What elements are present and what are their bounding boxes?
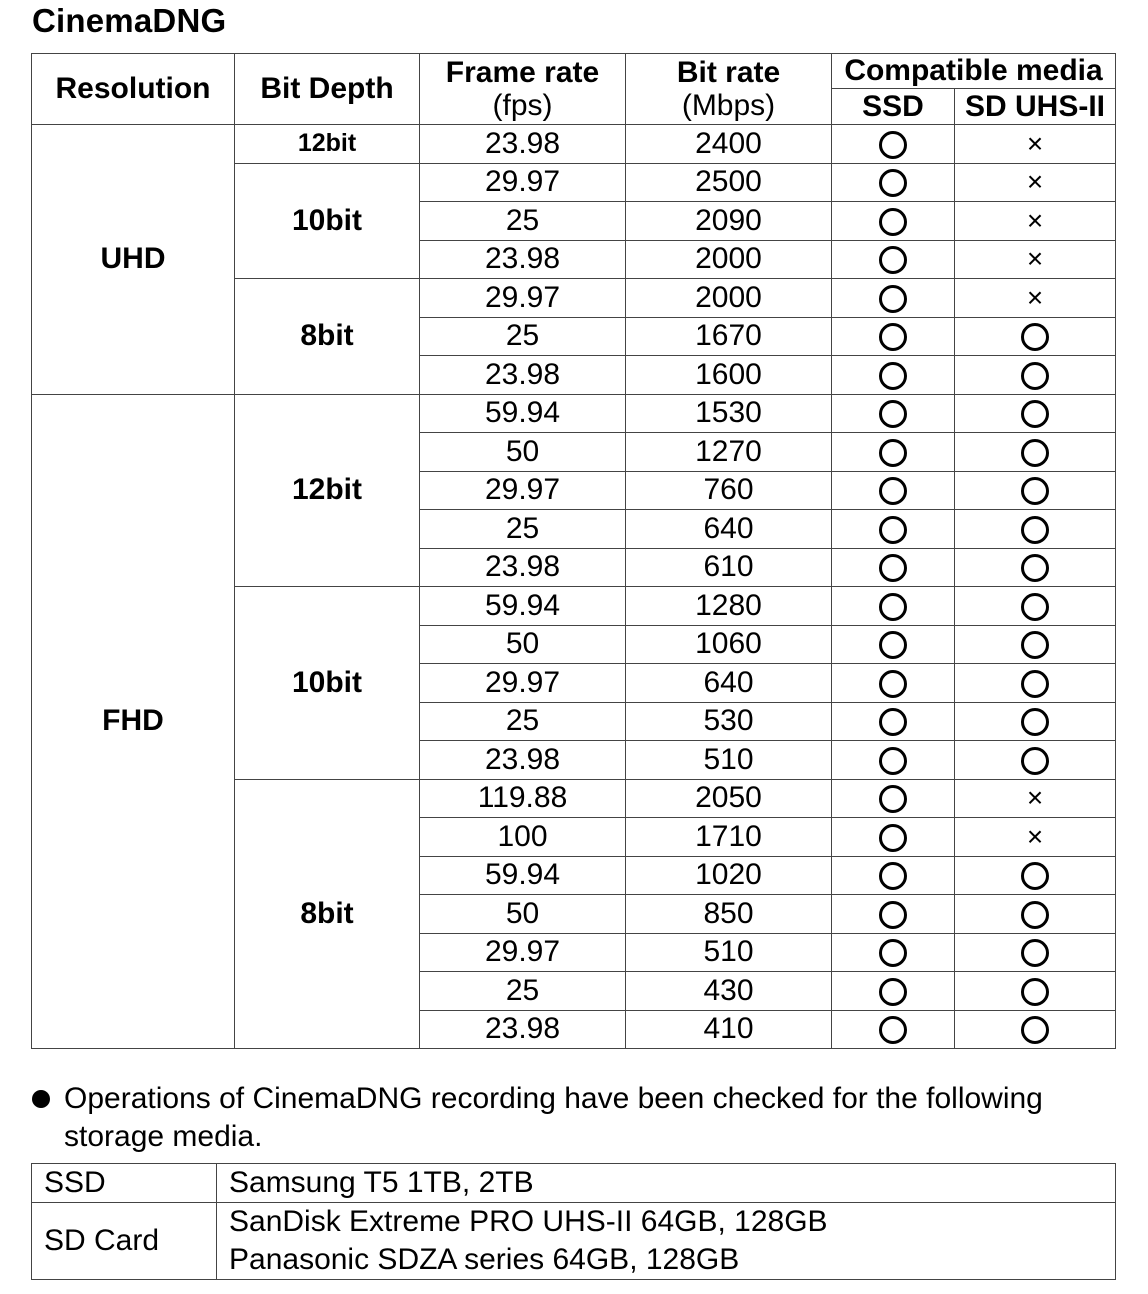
ssd-compat-cell [832, 163, 955, 202]
circle-mark-icon [879, 862, 907, 890]
media-row [32, 1203, 1116, 1280]
circle-mark-icon [1021, 631, 1049, 659]
frame-rate-cell: 50 [420, 895, 626, 934]
circle-mark-icon [1021, 593, 1049, 621]
storage-note-text: Operations of CinemaDNG recording have been checked for the following storage media. [64, 1082, 1043, 1153]
bit-depth-cell: 10bit [235, 163, 420, 279]
ssd-compat-cell [832, 856, 955, 895]
frame-rate-cell: 29.97 [420, 664, 626, 703]
circle-mark-icon [1021, 477, 1049, 505]
media-type-cell: SSD [32, 1164, 217, 1203]
circle-mark-icon [1021, 978, 1049, 1006]
frame-rate-cell: 59.94 [420, 856, 626, 895]
bit-rate-cell: 1060 [626, 625, 832, 664]
media-type-cell: SD Card [32, 1203, 217, 1280]
circle-mark-icon [1021, 439, 1049, 467]
header-frame-rate-label: Frame rate [445, 55, 600, 89]
bit-rate-cell: 1280 [626, 587, 832, 626]
cross-mark-icon: × [1026, 166, 1044, 198]
circle-mark-icon [879, 208, 907, 236]
sd-compat-cell [955, 548, 1116, 587]
sd-compat-cell [955, 202, 1116, 241]
ssd-compat-cell [832, 625, 955, 664]
bit-rate-cell: 410 [626, 1010, 832, 1049]
bit-rate-cell: 2090 [626, 202, 832, 241]
circle-mark-icon [1021, 323, 1049, 351]
bit-rate-cell: 2000 [626, 279, 832, 318]
bit-rate-cell: 2000 [626, 240, 832, 279]
cross-mark-icon: × [1026, 782, 1044, 814]
bit-rate-cell: 510 [626, 741, 832, 780]
frame-rate-cell: 29.97 [420, 163, 626, 202]
circle-mark-icon [879, 593, 907, 621]
ssd-compat-cell [832, 202, 955, 241]
frame-rate-cell: 25 [420, 510, 626, 549]
ssd-compat-cell [832, 702, 955, 741]
bit-rate-cell: 1600 [626, 356, 832, 395]
frame-rate-cell: 50 [420, 625, 626, 664]
bit-depth-cell: 10bit [235, 587, 420, 780]
circle-mark-icon [879, 477, 907, 505]
media-models-cell [217, 1203, 1116, 1280]
circle-mark-icon [879, 323, 907, 351]
circle-mark-icon [1021, 747, 1049, 775]
media-model-item: Panasonic SDZA series 64GB, 128GB [229, 1243, 740, 1276]
ssd-compat-cell [832, 818, 955, 857]
frame-rate-cell: 23.98 [420, 1010, 626, 1049]
bullet-icon [32, 1090, 50, 1108]
circle-mark-icon [879, 901, 907, 929]
sd-compat-cell [955, 317, 1116, 356]
sd-compat-cell [955, 1010, 1116, 1049]
bit-rate-cell: 1530 [626, 394, 832, 433]
circle-mark-icon [1021, 1016, 1049, 1044]
circle-mark-icon [879, 169, 907, 197]
frame-rate-cell: 25 [420, 702, 626, 741]
circle-mark-icon [879, 516, 907, 544]
bit-rate-cell: 2500 [626, 163, 832, 202]
ssd-compat-cell [832, 972, 955, 1011]
circle-mark-icon [879, 246, 907, 274]
sd-compat-cell [955, 779, 1116, 818]
circle-mark-icon [879, 785, 907, 813]
frame-rate-cell: 23.98 [420, 741, 626, 780]
cross-mark-icon: × [1026, 281, 1044, 313]
bit-rate-cell: 1710 [626, 818, 832, 857]
frame-rate-cell: 29.97 [420, 933, 626, 972]
circle-mark-icon [1021, 939, 1049, 967]
table-row [32, 125, 1116, 164]
frame-rate-cell: 100 [420, 818, 626, 857]
ssd-compat-cell [832, 279, 955, 318]
ssd-compat-cell [832, 548, 955, 587]
ssd-compat-cell [832, 125, 955, 164]
ssd-compat-cell [832, 1010, 955, 1049]
frame-rate-cell: 23.98 [420, 356, 626, 395]
ssd-compat-cell [832, 433, 955, 472]
sd-compat-cell [955, 625, 1116, 664]
bit-depth-cell: 12bit [235, 125, 420, 164]
header-bit-rate-label: Bit rate [676, 55, 781, 89]
circle-mark-icon [1021, 708, 1049, 736]
header-bit-rate-unit: (Mbps) [681, 88, 776, 122]
frame-rate-cell: 23.98 [420, 125, 626, 164]
bit-rate-cell: 610 [626, 548, 832, 587]
circle-mark-icon [879, 554, 907, 582]
circle-mark-icon [879, 708, 907, 736]
ssd-compat-cell [832, 317, 955, 356]
circle-mark-icon [1021, 554, 1049, 582]
header-compatible-media: Compatible media [832, 54, 1116, 89]
sd-compat-cell [955, 125, 1116, 164]
frame-rate-cell: 23.98 [420, 548, 626, 587]
circle-mark-icon [879, 631, 907, 659]
bit-rate-cell: 2400 [626, 125, 832, 164]
sd-compat-cell [955, 741, 1116, 780]
bit-rate-cell: 640 [626, 510, 832, 549]
storage-media-table [31, 1163, 1116, 1280]
sd-compat-cell [955, 895, 1116, 934]
sd-compat-cell [955, 163, 1116, 202]
circle-mark-icon [879, 131, 907, 159]
sd-compat-cell [955, 972, 1116, 1011]
spec-table-body [32, 125, 1116, 1049]
sd-compat-cell [955, 471, 1116, 510]
frame-rate-cell: 23.98 [420, 240, 626, 279]
ssd-compat-cell [832, 394, 955, 433]
resolution-cell: FHD [32, 394, 235, 1049]
circle-mark-icon [1021, 862, 1049, 890]
header-frame-rate-unit: (fps) [492, 88, 553, 122]
bit-rate-cell: 850 [626, 895, 832, 934]
circle-mark-icon [879, 939, 907, 967]
bit-rate-cell: 530 [626, 702, 832, 741]
bit-rate-cell: 430 [626, 972, 832, 1011]
frame-rate-cell: 29.97 [420, 279, 626, 318]
page-title: CinemaDNG [32, 2, 227, 39]
sd-compat-cell [955, 433, 1116, 472]
frame-rate-cell: 59.94 [420, 587, 626, 626]
frame-rate-cell: 25 [420, 202, 626, 241]
resolution-cell: UHD [32, 125, 235, 395]
sd-compat-cell [955, 240, 1116, 279]
ssd-compat-cell [832, 471, 955, 510]
sd-compat-cell [955, 356, 1116, 395]
bit-rate-cell: 640 [626, 664, 832, 703]
ssd-compat-cell [832, 587, 955, 626]
ssd-compat-cell [832, 510, 955, 549]
storage-note [32, 1080, 1117, 1156]
bit-depth-cell: 8bit [235, 779, 420, 1049]
header-bit-depth: Bit Depth [235, 54, 420, 125]
frame-rate-cell: 29.97 [420, 471, 626, 510]
sd-compat-cell [955, 394, 1116, 433]
bit-depth-cell: 8bit [235, 279, 420, 395]
circle-mark-icon [1021, 400, 1049, 428]
circle-mark-icon [1021, 362, 1049, 390]
circle-mark-icon [879, 285, 907, 313]
circle-mark-icon [879, 747, 907, 775]
frame-rate-cell: 25 [420, 972, 626, 1011]
cross-mark-icon: × [1026, 204, 1044, 236]
circle-mark-icon [879, 400, 907, 428]
media-models-cell [217, 1164, 1116, 1203]
ssd-compat-cell [832, 779, 955, 818]
bit-rate-cell: 760 [626, 471, 832, 510]
sd-compat-cell [955, 664, 1116, 703]
bit-rate-cell: 1020 [626, 856, 832, 895]
circle-mark-icon [879, 824, 907, 852]
circle-mark-icon [1021, 516, 1049, 544]
header-sd-uhs-ii: SD UHS-II [955, 89, 1116, 125]
cross-mark-icon: × [1026, 820, 1044, 852]
sd-compat-cell [955, 702, 1116, 741]
sd-compat-cell [955, 279, 1116, 318]
bit-rate-cell: 1670 [626, 317, 832, 356]
frame-rate-cell: 50 [420, 433, 626, 472]
circle-mark-icon [1021, 901, 1049, 929]
circle-mark-icon [879, 439, 907, 467]
bit-depth-cell: 12bit [235, 394, 420, 587]
ssd-compat-cell [832, 741, 955, 780]
cross-mark-icon: × [1026, 243, 1044, 275]
ssd-compat-cell [832, 356, 955, 395]
circle-mark-icon [879, 362, 907, 390]
sd-compat-cell [955, 856, 1116, 895]
circle-mark-icon [1021, 670, 1049, 698]
header-frame-rate [420, 54, 626, 125]
sd-compat-cell [955, 933, 1116, 972]
media-row [32, 1164, 1116, 1203]
ssd-compat-cell [832, 664, 955, 703]
circle-mark-icon [879, 670, 907, 698]
bit-rate-cell: 510 [626, 933, 832, 972]
header-resolution: Resolution [32, 54, 235, 125]
sd-compat-cell [955, 818, 1116, 857]
circle-mark-icon [879, 978, 907, 1006]
table-row [32, 394, 1116, 433]
sd-compat-cell [955, 510, 1116, 549]
header-bit-rate [626, 54, 832, 125]
media-model-item: Samsung T5 1TB, 2TB [229, 1166, 534, 1199]
bit-rate-cell: 2050 [626, 779, 832, 818]
ssd-compat-cell [832, 240, 955, 279]
circle-mark-icon [879, 1016, 907, 1044]
cinemadng-spec-table [31, 53, 1116, 1049]
ssd-compat-cell [832, 895, 955, 934]
media-model-item: SanDisk Extreme PRO UHS-II 64GB, 128GB [229, 1205, 828, 1238]
frame-rate-cell: 119.88 [420, 779, 626, 818]
frame-rate-cell: 59.94 [420, 394, 626, 433]
storage-media-body [32, 1164, 1116, 1280]
sd-compat-cell [955, 587, 1116, 626]
header-ssd: SSD [832, 89, 955, 125]
ssd-compat-cell [832, 933, 955, 972]
bit-rate-cell: 1270 [626, 433, 832, 472]
cross-mark-icon: × [1026, 127, 1044, 159]
frame-rate-cell: 25 [420, 317, 626, 356]
